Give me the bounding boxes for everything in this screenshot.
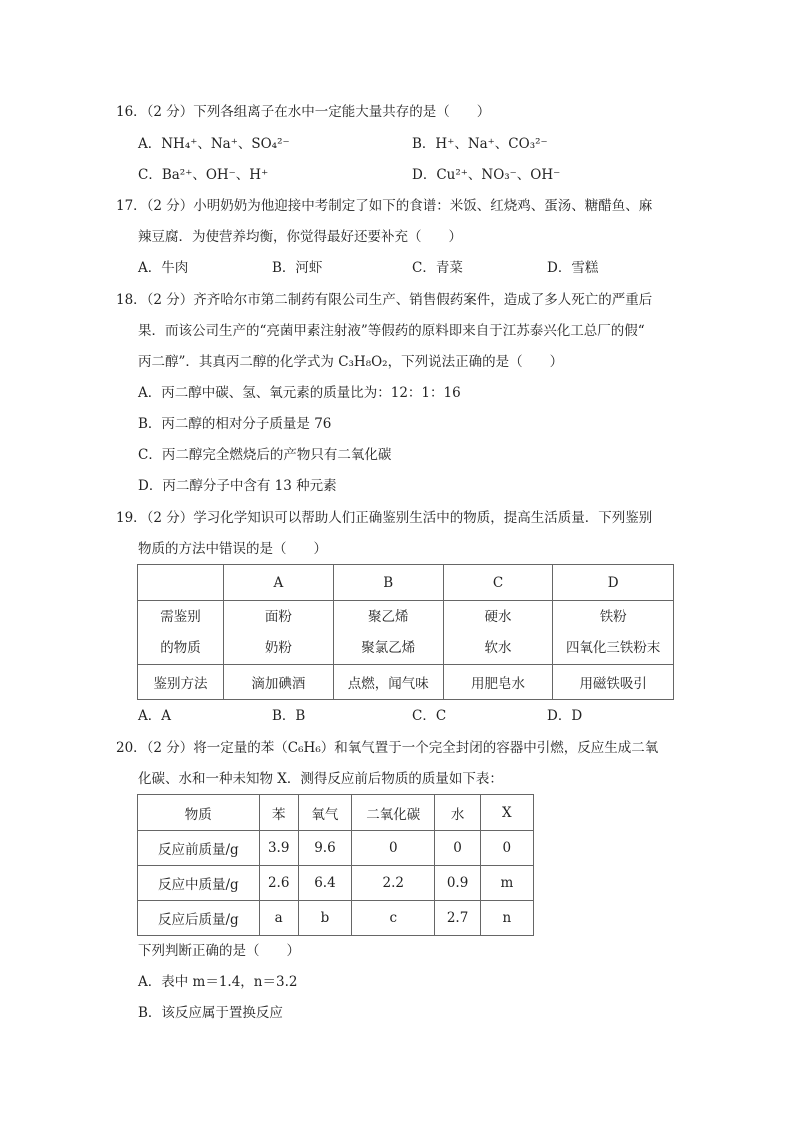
cell-line: 的物质	[160, 639, 201, 656]
table-cell: X	[480, 795, 533, 831]
table-cell: 0	[435, 831, 480, 866]
q17-option-a: A．牛肉	[138, 260, 189, 276]
cell-line: 聚氯乙烯	[361, 639, 416, 656]
table-cell	[443, 601, 553, 665]
table-cell: B	[333, 565, 443, 601]
table-cell: 用磁铁吸引	[553, 665, 674, 700]
q16-option-b: B．H⁺、Na⁺、CO₃²⁻	[412, 136, 548, 152]
cell-line: 四氧化三铁粉末	[565, 639, 661, 656]
table-cell: 用肥皂水	[443, 665, 553, 700]
table-cell: 0	[480, 831, 533, 866]
cell-line: 奶粉	[264, 639, 292, 656]
table-row	[138, 901, 534, 936]
q18-option-d: D．丙二醇分子中含有 13 种元素	[138, 478, 337, 494]
table-cell: 滴加碘酒	[224, 665, 334, 700]
q16-stem: 16．（2 分）下列各组离子在水中一定能大量共存的是（ ）	[116, 104, 491, 120]
q16-option-c: C．Ba²⁺、OH⁻、H⁺	[138, 167, 269, 183]
q16-option-d: D．Cu²⁺、NO₃⁻、OH⁻	[412, 167, 561, 183]
q17-stem-line2: 辣豆腐．为使营养均衡，你觉得最好还要补充（ ）	[138, 229, 462, 245]
table-cell: 反应后质量/g	[138, 901, 260, 936]
cell-line: 硬水	[484, 608, 512, 625]
cell-line: 聚乙烯	[367, 608, 409, 625]
cell-line: 铁粉	[599, 608, 627, 625]
q19-stem-line2: 物质的方法中错误的是（ ）	[138, 541, 327, 557]
q20-table	[137, 794, 534, 936]
table-cell: 6.4	[298, 866, 351, 901]
q20-stem-line2: 化碳、水和一种未知物 X．测得反应前后物质的质量如下表：	[138, 771, 503, 787]
table-cell: 点燃，闻气味	[333, 665, 443, 700]
table-cell: m	[480, 866, 533, 901]
q18-option-c: C．丙二醇完全燃烧后的产物只有二氧化碳	[138, 447, 392, 463]
q20-stem-line3: 下列判断正确的是（ ）	[138, 943, 300, 959]
q19-option-a: A．A	[138, 708, 171, 724]
q20-option-a: A．表中 m＝1.4，n＝3.2	[138, 974, 298, 990]
table-cell: 水	[435, 795, 480, 831]
table-cell: 2.6	[259, 866, 298, 901]
table-row	[138, 601, 674, 665]
table-cell: c	[352, 901, 435, 936]
cell-line: 需鉴别	[160, 608, 201, 625]
q19-option-b: B．B	[272, 708, 306, 724]
table-cell: C	[443, 565, 553, 601]
q18-stem-line1: 18．（2 分）齐齐哈尔市第二制药有限公司生产、销售假药案件，造成了多人死亡的严重后	[116, 292, 653, 308]
table-cell: 2.2	[352, 866, 435, 901]
table-cell: b	[298, 901, 351, 936]
cell-line: 软水	[484, 639, 512, 656]
cell-line: 面粉	[264, 608, 292, 625]
q20-stem-line1: 20．（2 分）将一定量的苯（C₆H₆）和氧气置于一个完全封闭的容器中引燃，反应生成二氧	[116, 740, 659, 756]
q18-option-b: B．丙二醇的相对分子质量是 76	[138, 416, 332, 432]
table-row	[138, 565, 674, 601]
table-cell: a	[259, 901, 298, 936]
table-row	[138, 795, 534, 831]
q17-option-b: B．河虾	[272, 260, 323, 276]
table-cell: A	[224, 565, 334, 601]
table-cell: 苯	[259, 795, 298, 831]
table-cell: 反应中质量/g	[138, 866, 260, 901]
q18-stem-line3: 丙二醇”．其真丙二醇的化学式为 C₃H₈O₂，下列说法正确的是（ ）	[138, 354, 564, 370]
table-cell: 氧气	[298, 795, 351, 831]
table-cell: n	[480, 901, 533, 936]
table-row	[138, 831, 534, 866]
table-cell	[224, 601, 334, 665]
table-cell: 0.9	[435, 866, 480, 901]
q17-stem-line1: 17．（2 分）小明奶奶为他迎接中考制定了如下的食谱：米饭、红烧鸡、蛋汤、糖醋鱼、麻	[116, 198, 653, 214]
table-cell	[333, 601, 443, 665]
q17-option-c: C．青菜	[412, 260, 463, 276]
table-cell: 反应前质量/g	[138, 831, 260, 866]
table-row	[138, 866, 534, 901]
q17-option-d: D．雪糕	[547, 260, 599, 276]
q18-option-a: A．丙二醇中碳、氢、氧元素的质量比为：12：1：16	[138, 385, 461, 401]
table-cell: 9.6	[298, 831, 351, 866]
table-cell: D	[553, 565, 674, 601]
q18-stem-line2: 果．而该公司生产的“亮菌甲素注射液”等假药的原料即来自于江苏泰兴化工总厂的假“	[138, 323, 645, 339]
q19-stem-line1: 19．（2 分）学习化学知识可以帮助人们正确鉴别生活中的物质，提高生活质量．下列鉴别	[116, 510, 653, 526]
table-cell	[553, 601, 674, 665]
table-cell: 鉴别方法	[138, 665, 224, 700]
table-cell: 二氧化碳	[352, 795, 435, 831]
q16-option-a: A．NH₄⁺、Na⁺、SO₄²⁻	[138, 136, 290, 152]
table-row	[138, 665, 674, 700]
table-cell	[138, 565, 224, 601]
table-cell: 2.7	[435, 901, 480, 936]
table-cell: 物质	[138, 795, 260, 831]
q20-option-b: B．该反应属于置换反应	[138, 1005, 283, 1021]
q19-option-c: C．C	[412, 708, 447, 724]
table-cell	[138, 601, 224, 665]
table-cell: 0	[352, 831, 435, 866]
q19-table	[137, 564, 674, 700]
table-cell: 3.9	[259, 831, 298, 866]
q19-option-d: D．D	[547, 708, 583, 724]
